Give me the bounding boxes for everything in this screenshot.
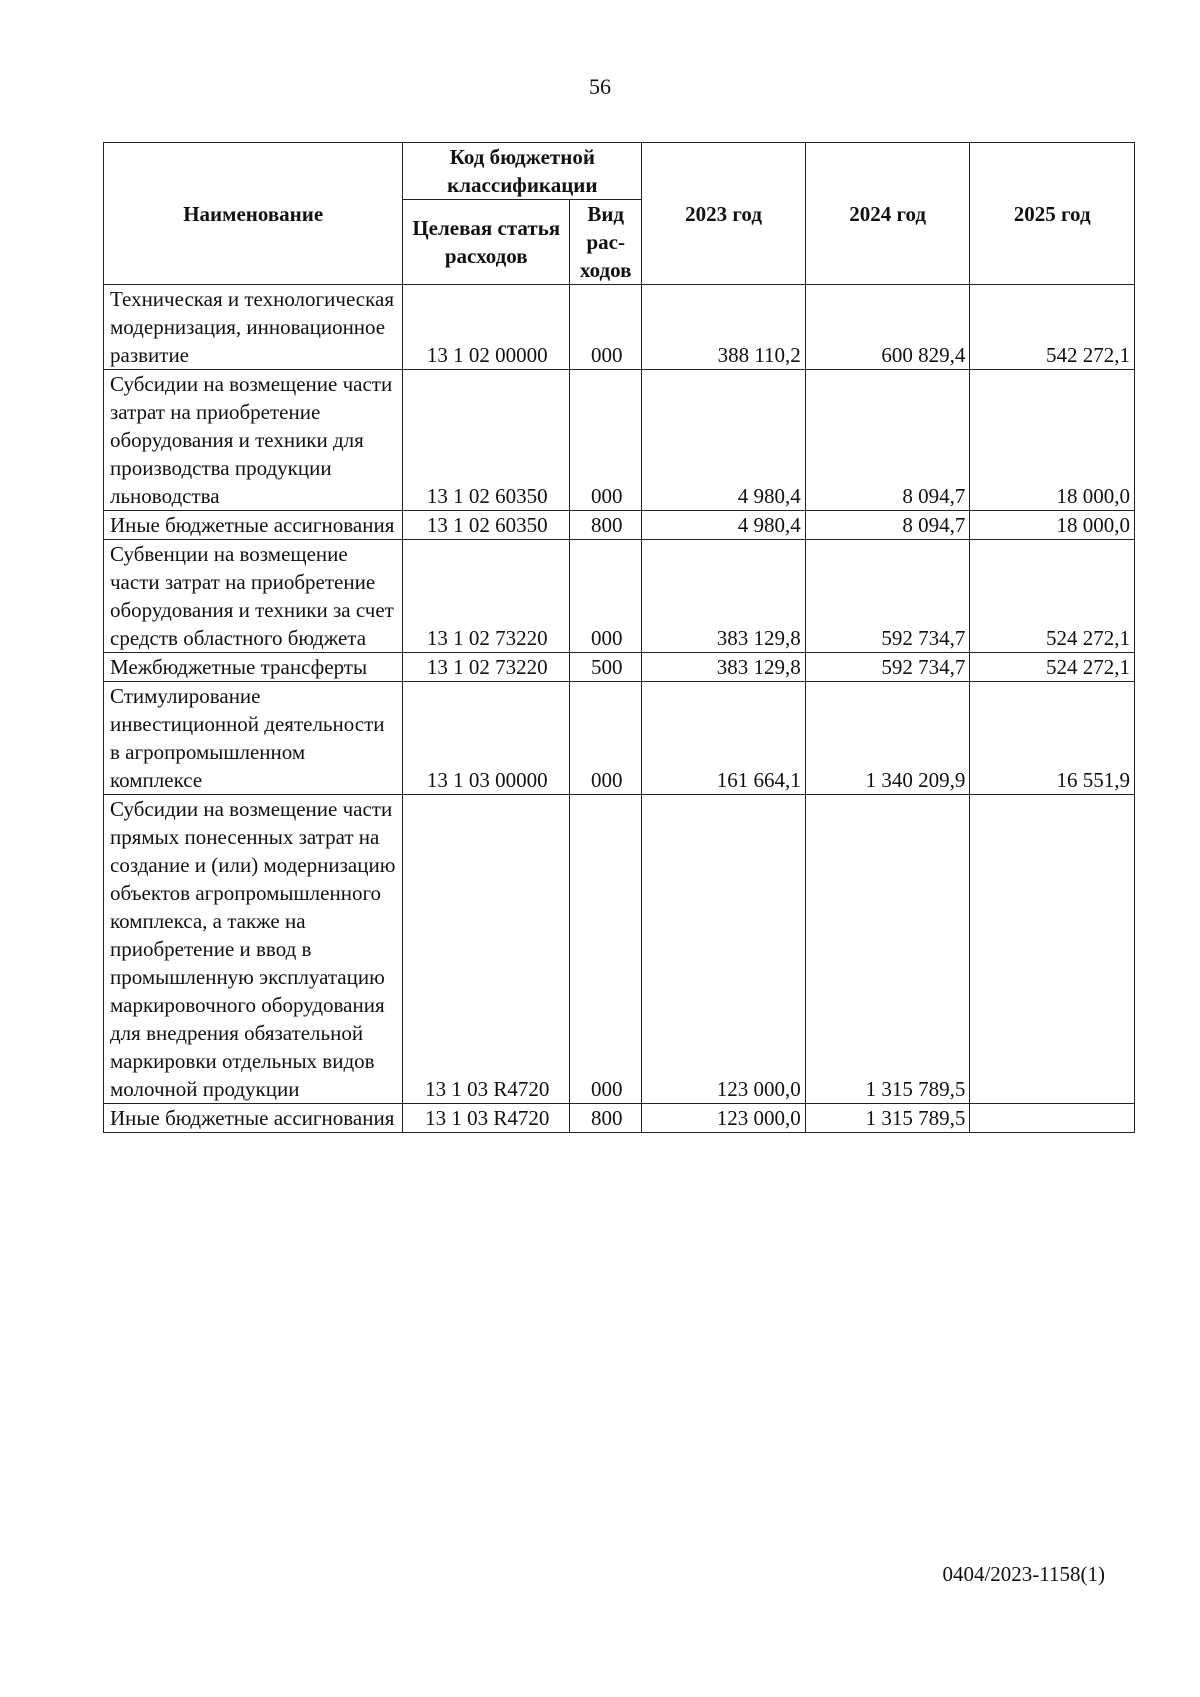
page-number: 56 <box>589 74 611 99</box>
cell-2025: 16 551,9 <box>970 682 1135 795</box>
table-body <box>104 285 1135 1133</box>
cell-expense-type: 000 <box>570 540 642 653</box>
table-row <box>104 370 1135 511</box>
cell-expense-type: 000 <box>570 370 642 511</box>
cell-expense-type: 000 <box>570 795 642 1104</box>
cell-2024: 8 094,7 <box>805 370 970 511</box>
cell-name: Межбюджетные трансферты <box>104 653 403 682</box>
cell-target-article: 13 1 03 00000 <box>403 682 570 795</box>
cell-2023: 123 000,0 <box>642 1104 806 1133</box>
cell-2025: 18 000,0 <box>970 511 1135 540</box>
cell-name: Субсидии на возмещение части прямых понесенных затрат на создание и (или) модернизацию объектов агропромышленного комплекса, а также на приобретение и ввод в промышленную эксплуатацию маркировочного оборудования для внедрения обязательной маркировки отдельных видов молочной продукции <box>104 795 403 1104</box>
budget-table <box>103 142 1135 1133</box>
cell-name: Субвенции на возмещение части затрат на приобретение оборудования и техники за счет средств областного бюджета <box>104 540 403 653</box>
cell-2023: 161 664,1 <box>642 682 806 795</box>
cell-2025: 18 000,0 <box>970 370 1135 511</box>
cell-target-article: 13 1 02 73220 <box>403 653 570 682</box>
cell-2023: 4 980,4 <box>642 511 806 540</box>
cell-target-article: 13 1 02 60350 <box>403 511 570 540</box>
cell-target-article: 13 1 03 R4720 <box>403 795 570 1104</box>
header-budget-code: Код бюджетной классификации <box>403 143 642 200</box>
table-row <box>104 540 1135 653</box>
cell-name: Стимулирование инвестиционной деятельности в агропромышленном комплексе <box>104 682 403 795</box>
cell-2025 <box>970 1104 1135 1133</box>
cell-2023: 4 980,4 <box>642 370 806 511</box>
cell-name: Техническая и технологическая модернизация, инновационное развитие <box>104 285 403 370</box>
cell-target-article: 13 1 02 60350 <box>403 370 570 511</box>
header-target-article: Целевая статья расходов <box>403 200 570 285</box>
cell-2024: 1 340 209,9 <box>805 682 970 795</box>
cell-2024: 1 315 789,5 <box>805 1104 970 1133</box>
table-row <box>104 682 1135 795</box>
cell-2024: 600 829,4 <box>805 285 970 370</box>
cell-expense-type: 000 <box>570 285 642 370</box>
cell-expense-type: 800 <box>570 1104 642 1133</box>
table-row <box>104 653 1135 682</box>
table-header <box>104 143 1135 285</box>
cell-name: Иные бюджетные ассигнования <box>104 511 403 540</box>
cell-expense-type: 500 <box>570 653 642 682</box>
table-row <box>104 285 1135 370</box>
table-row <box>104 1104 1135 1133</box>
cell-target-article: 13 1 02 00000 <box>403 285 570 370</box>
cell-2025 <box>970 795 1135 1104</box>
header-year-2025: 2025 год <box>970 143 1135 285</box>
table-row <box>104 511 1135 540</box>
cell-2023: 383 129,8 <box>642 653 806 682</box>
cell-target-article: 13 1 02 73220 <box>403 540 570 653</box>
cell-2025: 524 272,1 <box>970 540 1135 653</box>
cell-2024: 8 094,7 <box>805 511 970 540</box>
cell-2024: 592 734,7 <box>805 540 970 653</box>
cell-2023: 383 129,8 <box>642 540 806 653</box>
cell-2024: 1 315 789,5 <box>805 795 970 1104</box>
cell-name: Субсидии на возмещение части затрат на приобретение оборудования и техники для производства продукции льноводства <box>104 370 403 511</box>
cell-2025: 542 272,1 <box>970 285 1135 370</box>
cell-expense-type: 000 <box>570 682 642 795</box>
header-year-2023: 2023 год <box>642 143 806 285</box>
cell-expense-type: 800 <box>570 511 642 540</box>
cell-2023: 388 110,2 <box>642 285 806 370</box>
header-expense-type: Вид рас-ходов <box>570 200 642 285</box>
cell-2024: 592 734,7 <box>805 653 970 682</box>
cell-target-article: 13 1 03 R4720 <box>403 1104 570 1133</box>
cell-2023: 123 000,0 <box>642 795 806 1104</box>
cell-name: Иные бюджетные ассигнования <box>104 1104 403 1133</box>
table-row <box>104 795 1135 1104</box>
cell-2025: 524 272,1 <box>970 653 1135 682</box>
header-year-2024: 2024 год <box>805 143 970 285</box>
header-name: Наименование <box>104 143 403 285</box>
document-id: 0404/2023-1158(1) <box>942 1562 1105 1586</box>
